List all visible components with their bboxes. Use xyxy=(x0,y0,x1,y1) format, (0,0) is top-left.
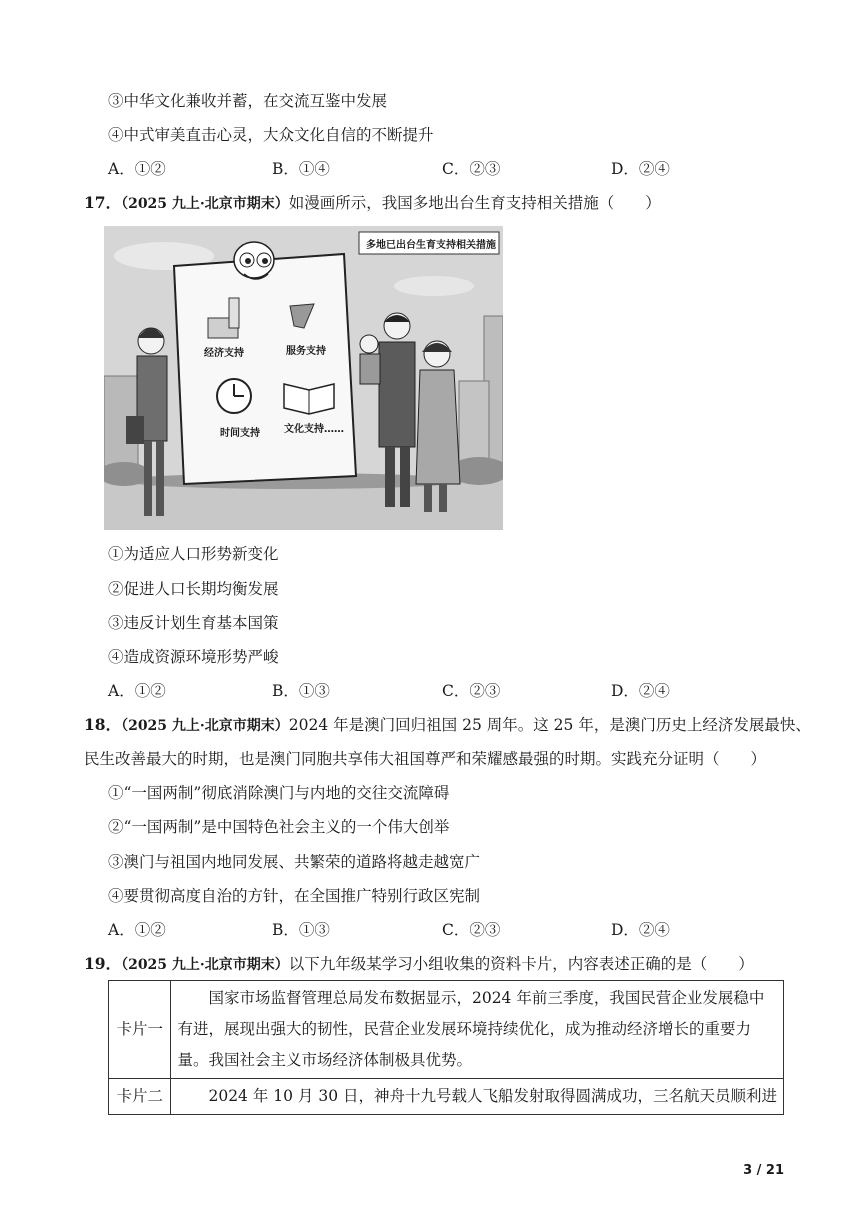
prev-item-4: ④中式审美直击心灵，大众文化自信的不断提升 xyxy=(108,126,434,144)
q19-number: 19． xyxy=(84,954,122,973)
q17-item-2: ②促进人口长期均衡发展 xyxy=(108,580,279,598)
q18-stem-text-1: 2024 年是澳门回归祖国 25 周年。这 25 年，是澳门历史上经济发展最快、 xyxy=(288,716,811,734)
table-row xyxy=(109,1079,784,1115)
q17-item-3: ③违反计划生育基本国策 xyxy=(108,614,279,632)
q18-item-1: ①“一国两制”彻底消除澳门与内地的交往交流障碍 xyxy=(108,784,450,802)
q18-source: （2025 九上·北京市期末） xyxy=(121,718,289,734)
q18-number: 18． xyxy=(84,715,122,734)
page-number: 3 / 21 xyxy=(743,1163,784,1178)
cartoon-label-service: 服务支持 xyxy=(286,346,326,357)
q17-cartoon xyxy=(104,226,503,530)
q19-card-table xyxy=(108,980,784,1115)
q18-item-2: ②“一国两制”是中国特色社会主义的一个伟大创举 xyxy=(108,818,450,836)
q19-source: （2025 九上·北京市期末） xyxy=(121,957,289,973)
table-row xyxy=(109,981,784,1079)
q18-item-3: ③澳门与祖国内地同发展、共繁荣的道路将越走越宽广 xyxy=(108,853,481,871)
prev-item-3: ③中华文化兼收并蓄，在交流互鉴中发展 xyxy=(108,92,388,110)
q17-source: （2025 九上·北京市期末） xyxy=(121,196,289,212)
option-c[interactable]: C．②③ xyxy=(442,682,501,700)
q17-stem xyxy=(84,193,661,214)
option-d[interactable]: D．②④ xyxy=(611,160,670,178)
card-label: 卡片一 xyxy=(109,981,171,1079)
q19-stem-text: 以下九年级某学习小组收集的资料卡片，内容表述正确的是（ ） xyxy=(288,955,754,973)
option-a[interactable]: A．①② xyxy=(108,160,166,178)
q17-item-1: ①为适应人口形势新变化 xyxy=(108,545,279,563)
cartoon-banner: 多地已出台生育支持相关措施 xyxy=(366,240,496,251)
cartoon-illustration xyxy=(104,226,503,530)
cartoon-label-economic: 经济支持 xyxy=(204,348,244,359)
q17-number: 17． xyxy=(84,193,122,212)
q17-stem-text: 如漫画所示，我国多地出台生育支持相关措施（ ） xyxy=(288,194,661,212)
option-c[interactable]: C．②③ xyxy=(442,160,501,178)
option-d[interactable]: D．②④ xyxy=(611,921,670,939)
q18-item-4: ④要贯彻高度自治的方针，在全国推广特别行政区宪制 xyxy=(108,887,481,905)
option-c[interactable]: C．②③ xyxy=(442,921,501,939)
q18-stem-line2: 民生改善最大的时期，也是澳门同胞共享伟大祖国尊严和荣耀感最强的时期。实践充分证明（ ） xyxy=(84,750,767,768)
card-label: 卡片二 xyxy=(109,1079,171,1115)
q18-stem-line1 xyxy=(84,715,811,736)
cartoon-label-culture: 文化支持…… xyxy=(284,424,344,435)
option-b[interactable]: B．①④ xyxy=(272,160,330,178)
card-text: 2024 年 10 月 30 日，神舟十九号载人飞船发射取得圆满成功，三名航天员顺利进 xyxy=(171,1079,784,1115)
cartoon-label-time: 时间支持 xyxy=(220,428,260,439)
q17-item-4: ④造成资源环境形势严峻 xyxy=(108,648,279,666)
card-text: 国家市场监督管理总局发布数据显示，2024 年前三季度，我国民营企业发展稳中有进，展现出强大的韧性，民营企业发展环境持续优化，成为推动经济增长的重要力量。我国社会主义市场经济体制极具优势。 xyxy=(171,981,784,1079)
option-b[interactable]: B．①③ xyxy=(272,682,330,700)
option-b[interactable]: B．①③ xyxy=(272,921,330,939)
option-a[interactable]: A．①② xyxy=(108,921,166,939)
q19-stem xyxy=(84,954,754,975)
option-a[interactable]: A．①② xyxy=(108,682,166,700)
option-d[interactable]: D．②④ xyxy=(611,682,670,700)
